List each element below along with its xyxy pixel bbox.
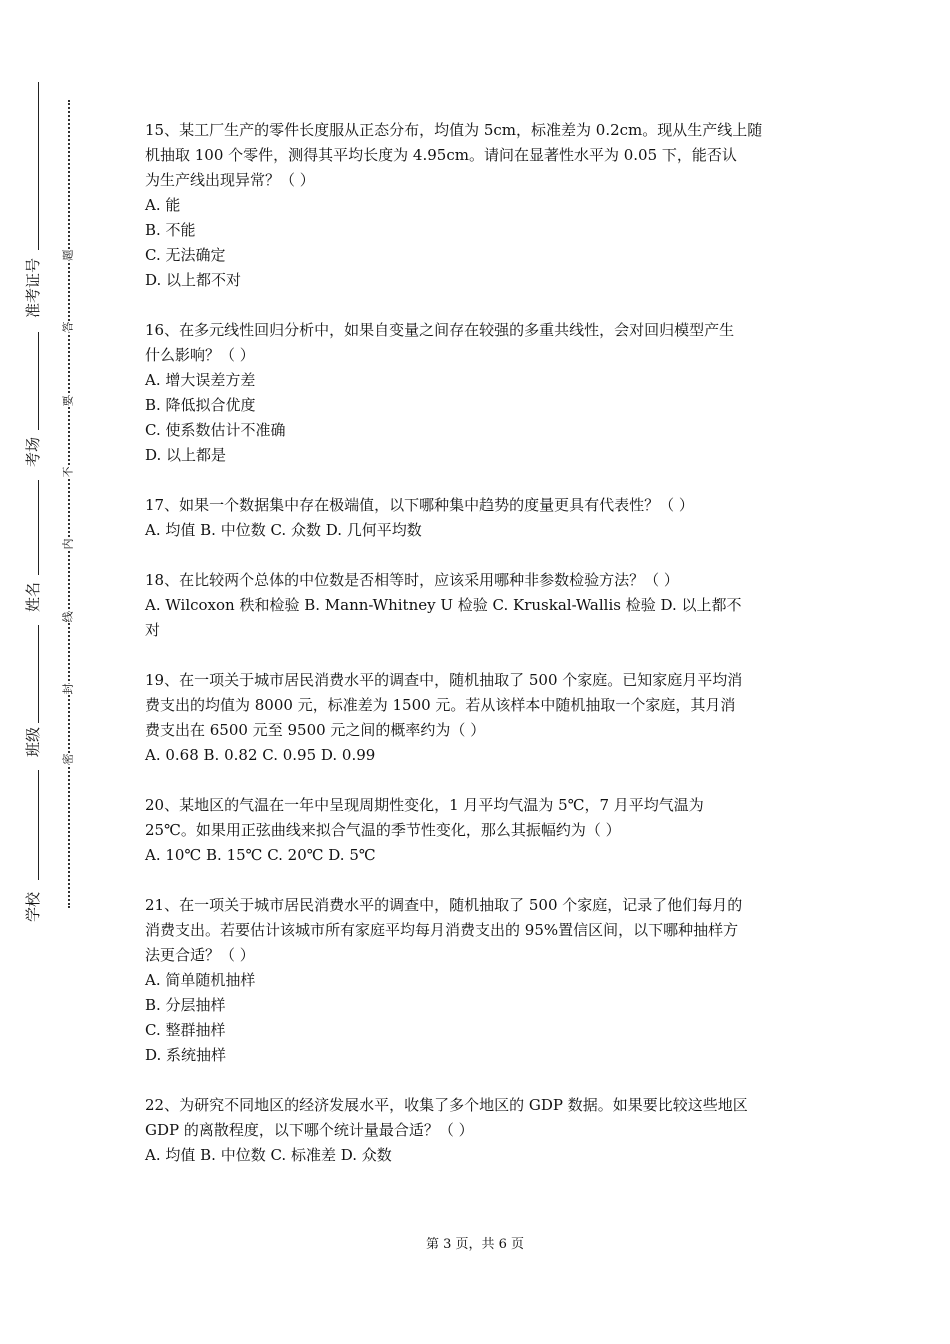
question-line: 为生产线出现异常？（ ）	[145, 171, 315, 189]
question-line: 费支出的均值为 8000 元，标准差为 1500 元。若从该样本中随机抽取一个家庭，其月消	[145, 696, 736, 714]
exam-number-line	[38, 82, 39, 250]
question-line: A. Wilcoxon 秩和检验 B. Mann-Whitney U 检验 C. Kruskal-Wallis 检验 D. 以上都不	[145, 596, 742, 614]
question-line: 25℃。如果用正弦曲线来拟合气温的季节性变化，那么其振幅约为（ ）	[145, 821, 621, 839]
question-block	[145, 568, 815, 643]
school-line	[38, 770, 39, 880]
question-block	[145, 893, 815, 1068]
question-block	[145, 318, 815, 468]
seal-char: 要	[59, 396, 77, 407]
question-line: 20、某地区的气温在一年中呈现周期性变化，1 月平均气温为 5℃，7 月平均气温为	[145, 796, 704, 814]
seal-char: 不	[59, 467, 77, 478]
seal-char: 内	[59, 539, 77, 550]
question-line: A. 10℃ B. 15℃ C. 20℃ D. 5℃	[145, 846, 376, 864]
question-block	[145, 493, 815, 543]
name-label: 姓名	[24, 581, 42, 612]
question-line: 17、如果一个数据集中存在极端值，以下哪种集中趋势的度量更具有代表性？（ ）	[145, 496, 694, 514]
option-line: C. 无法确定	[145, 246, 226, 264]
seal-char: 答	[59, 322, 77, 333]
exam-room-label: 考场	[24, 436, 42, 467]
question-line: 21、在一项关于城市居民消费水平的调查中，随机抽取了 500 个家庭，记录了他们每月的	[145, 896, 743, 914]
question-line: A. 均值 B. 中位数 C. 标准差 D. 众数	[145, 1146, 392, 1164]
exam-room-line	[38, 332, 39, 430]
question-block	[145, 668, 815, 768]
page-footer: 第 3 页，共 6 页	[425, 1237, 525, 1252]
question-line: 机抽取 100 个零件，测得其平均长度为 4.95cm。请问在显著性水平为 0.05 下，能否认	[145, 146, 737, 164]
option-line: A. 能	[145, 196, 181, 214]
option-line: B. 降低拟合优度	[145, 396, 256, 414]
question-line: 费支出在 6500 元至 9500 元之间的概率约为（ ）	[145, 721, 486, 739]
question-line: 18、在比较两个总体的中位数是否相等时，应该采用哪种非参数检验方法？（ ）	[145, 571, 679, 589]
question-line: A. 均值 B. 中位数 C. 众数 D. 几何平均数	[145, 521, 422, 539]
option-line: C. 使系数估计不准确	[145, 421, 286, 439]
question-list	[145, 118, 815, 1193]
question-line: 法更合适？（ ）	[145, 946, 255, 964]
question-block	[145, 793, 815, 868]
seal-char: 封	[59, 684, 77, 695]
question-line: 什么影响？（ ）	[145, 346, 255, 364]
seal-char: 密	[59, 754, 77, 765]
option-line: D. 以上都是	[145, 446, 227, 464]
exam-number-label: 准考证号	[24, 257, 42, 318]
question-line: 16、在多元线性回归分析中，如果自变量之间存在较强的多重共线性，会对回归模型产生	[145, 321, 735, 339]
option-line: C. 整群抽样	[145, 1021, 226, 1039]
question-block	[145, 1093, 815, 1168]
class-label: 班级	[24, 726, 42, 757]
name-line	[38, 480, 39, 575]
question-line: 22、为研究不同地区的经济发展水平，收集了多个地区的 GDP 数据。如果要比较这些地区	[145, 1096, 748, 1114]
question-line: GDP 的离散程度，以下哪个统计量最合适？（ ）	[145, 1121, 474, 1139]
option-line: A. 简单随机抽样	[145, 971, 256, 989]
question-block	[145, 118, 815, 293]
seal-char: 线	[59, 612, 77, 623]
question-line: 消费支出。若要估计该城市所有家庭平均每月消费支出的 95%置信区间，以下哪种抽样方	[145, 921, 739, 939]
question-line: 15、某工厂生产的零件长度服从正态分布，均值为 5cm，标准差为 0.2cm。现从生产线上随	[145, 121, 763, 139]
binding-margin	[0, 0, 75, 1344]
seal-char: 题	[59, 250, 77, 261]
seal-dotted-line	[68, 100, 70, 908]
option-line: D. 以上都不对	[145, 271, 242, 289]
question-line: 19、在一项关于城市居民消费水平的调查中，随机抽取了 500 个家庭。已知家庭月平均消	[145, 671, 743, 689]
option-line: B. 分层抽样	[145, 996, 226, 1014]
option-line: D. 系统抽样	[145, 1046, 227, 1064]
class-line	[38, 625, 39, 723]
option-line: A. 增大误差方差	[145, 371, 256, 389]
option-line: B. 不能	[145, 221, 196, 239]
school-label: 学校	[24, 891, 42, 922]
question-line: 对	[145, 621, 161, 639]
question-line: A. 0.68 B. 0.82 C. 0.95 D. 0.99	[145, 746, 376, 764]
